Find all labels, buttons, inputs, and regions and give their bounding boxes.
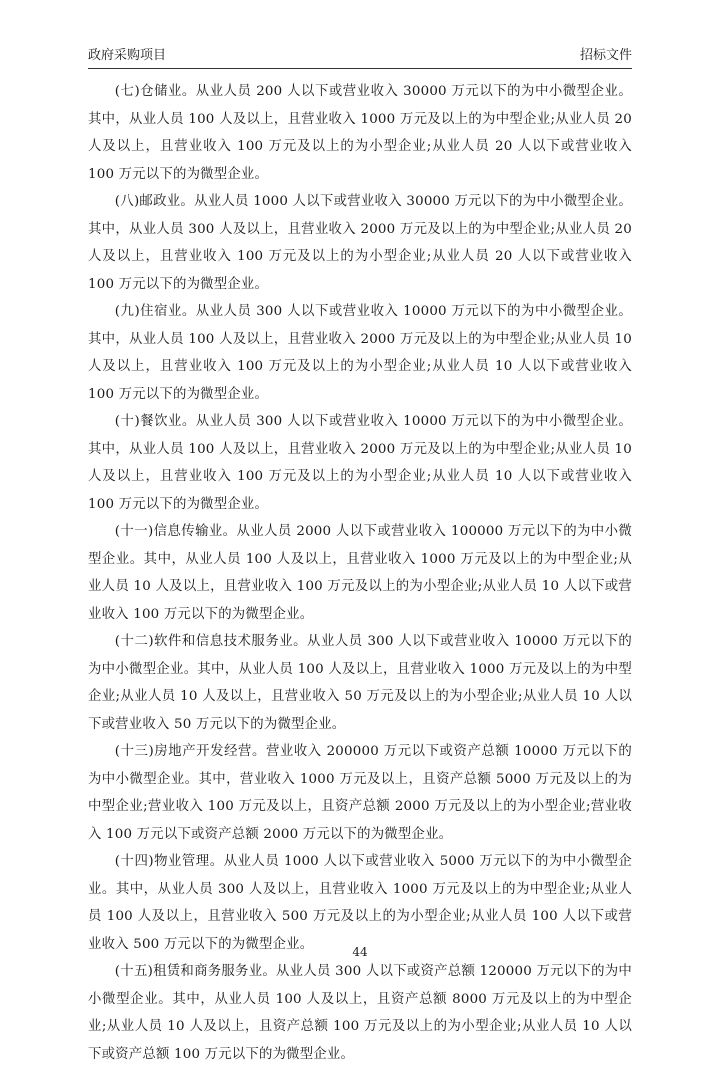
- paragraph-catering: (十)餐饮业。从业人员 300 人以下或营业收入 10000 万元以下的为中小微型企业。其中，从业人员 100 人及以上，且营业收入 2000 万元及以上的为中型企业;从业人员 10 人及以上，且营业收入 100 万元及以上的为小型企业;从业人员 10 人以下或营业收入 100 万元以下的为微型企业。: [88, 414, 632, 512]
- page-number: 44: [352, 945, 368, 959]
- header-right-title: 招标文件: [579, 48, 632, 63]
- paragraph-postal: (八)邮政业。从业人员 1000 人以下或营业收入 30000 万元以下的为中小微型企业。其中，从业人员 300 人及以上，且营业收入 2000 万元及以上的为中型企业;从业人员 20 人及以上，且营业收入 100 万元及以上的为小型企业;从业人员 20 人以下或营业收入 100 万元以下的为微型企业。: [88, 194, 632, 292]
- paragraph-software-it: (十二)软件和信息技术服务业。从业人员 300 人以下或营业收入 10000 万元以下的为中小微型企业。其中，从业人员 100 人及以上，且营业收入 1000 万元及以上的为中型企业;从业人员 10 人及以上，且营业收入 50 万元及以上的为小型企业;从业人员 10 人以下或营业收入 50 万元以下的为微型企业。: [88, 634, 632, 732]
- document-body: [88, 78, 632, 1068]
- page-header: [88, 48, 632, 69]
- paragraph-accommodation: (九)住宿业。从业人员 300 人以下或营业收入 10000 万元以下的为中小微型企业。其中，从业人员 100 人及以上，且营业收入 2000 万元及以上的为中型企业;从业人员 10 人及以上，且营业收入 100 万元及以上的为小型企业;从业人员 10 人以下或营业收入 100 万元以下的为微型企业。: [88, 304, 632, 402]
- paragraph-real-estate: (十三)房地产开发经营。营业收入 200000 万元以下或资产总额 10000 万元以下的为中小微型企业。其中，营业收入 1000 万元及以上，且资产总额 5000 万元及以上的为中型企业;营业收入 100 万元及以上，且资产总额 2000 万元及以上的为小型企业;营业收入 100 万元以下或资产总额 2000 万元以下的为微型企业。: [88, 744, 632, 842]
- paragraph-leasing-business: (十五)租赁和商务服务业。从业人员 300 人以下或资产总额 120000 万元以下的为中小微型企业。其中，从业人员 100 人及以上，且资产总额 8000 万元及以上的为中型企业;从业人员 10 人及以上，且资产总额 100 万元及以上的为小型企业;从业人员 10 人以下或资产总额 100 万元以下的为微型企业。: [88, 964, 632, 1062]
- paragraph-information-transmission: (十一)信息传输业。从业人员 2000 人以下或营业收入 100000 万元以下的为中小微型企业。其中，从业人员 100 人及以上，且营业收入 1000 万元及以上的为中型企业;从业人员 10 人及以上，且营业收入 100 万元及以上的为小型企业;从业人员 10 人以下或营业收入 100 万元以下的为微型企业。: [88, 524, 632, 622]
- header-left-title: 政府采购项目: [88, 48, 167, 63]
- paragraph-warehousing: (七)仓储业。从业人员 200 人以下或营业收入 30000 万元以下的为中小微型企业。其中，从业人员 100 人及以上，且营业收入 1000 万元及以上的为中型企业;从业人员 20 人及以上，且营业收入 100 万元及以上的为小型企业;从业人员 20 人以下或营业收入 100 万元以下的为微型企业。: [88, 84, 632, 182]
- paragraph-property-management: (十四)物业管理。从业人员 1000 人以下或营业收入 5000 万元以下的为中小微型企业。其中，从业人员 300 人及以上，且营业收入 1000 万元及以上的为中型企业;从业人员 100 人及以上，且营业收入 500 万元及以上的为小型企业;从业人员 100 人以下或营业收入 500 万元以下的为微型企业。: [88, 854, 632, 952]
